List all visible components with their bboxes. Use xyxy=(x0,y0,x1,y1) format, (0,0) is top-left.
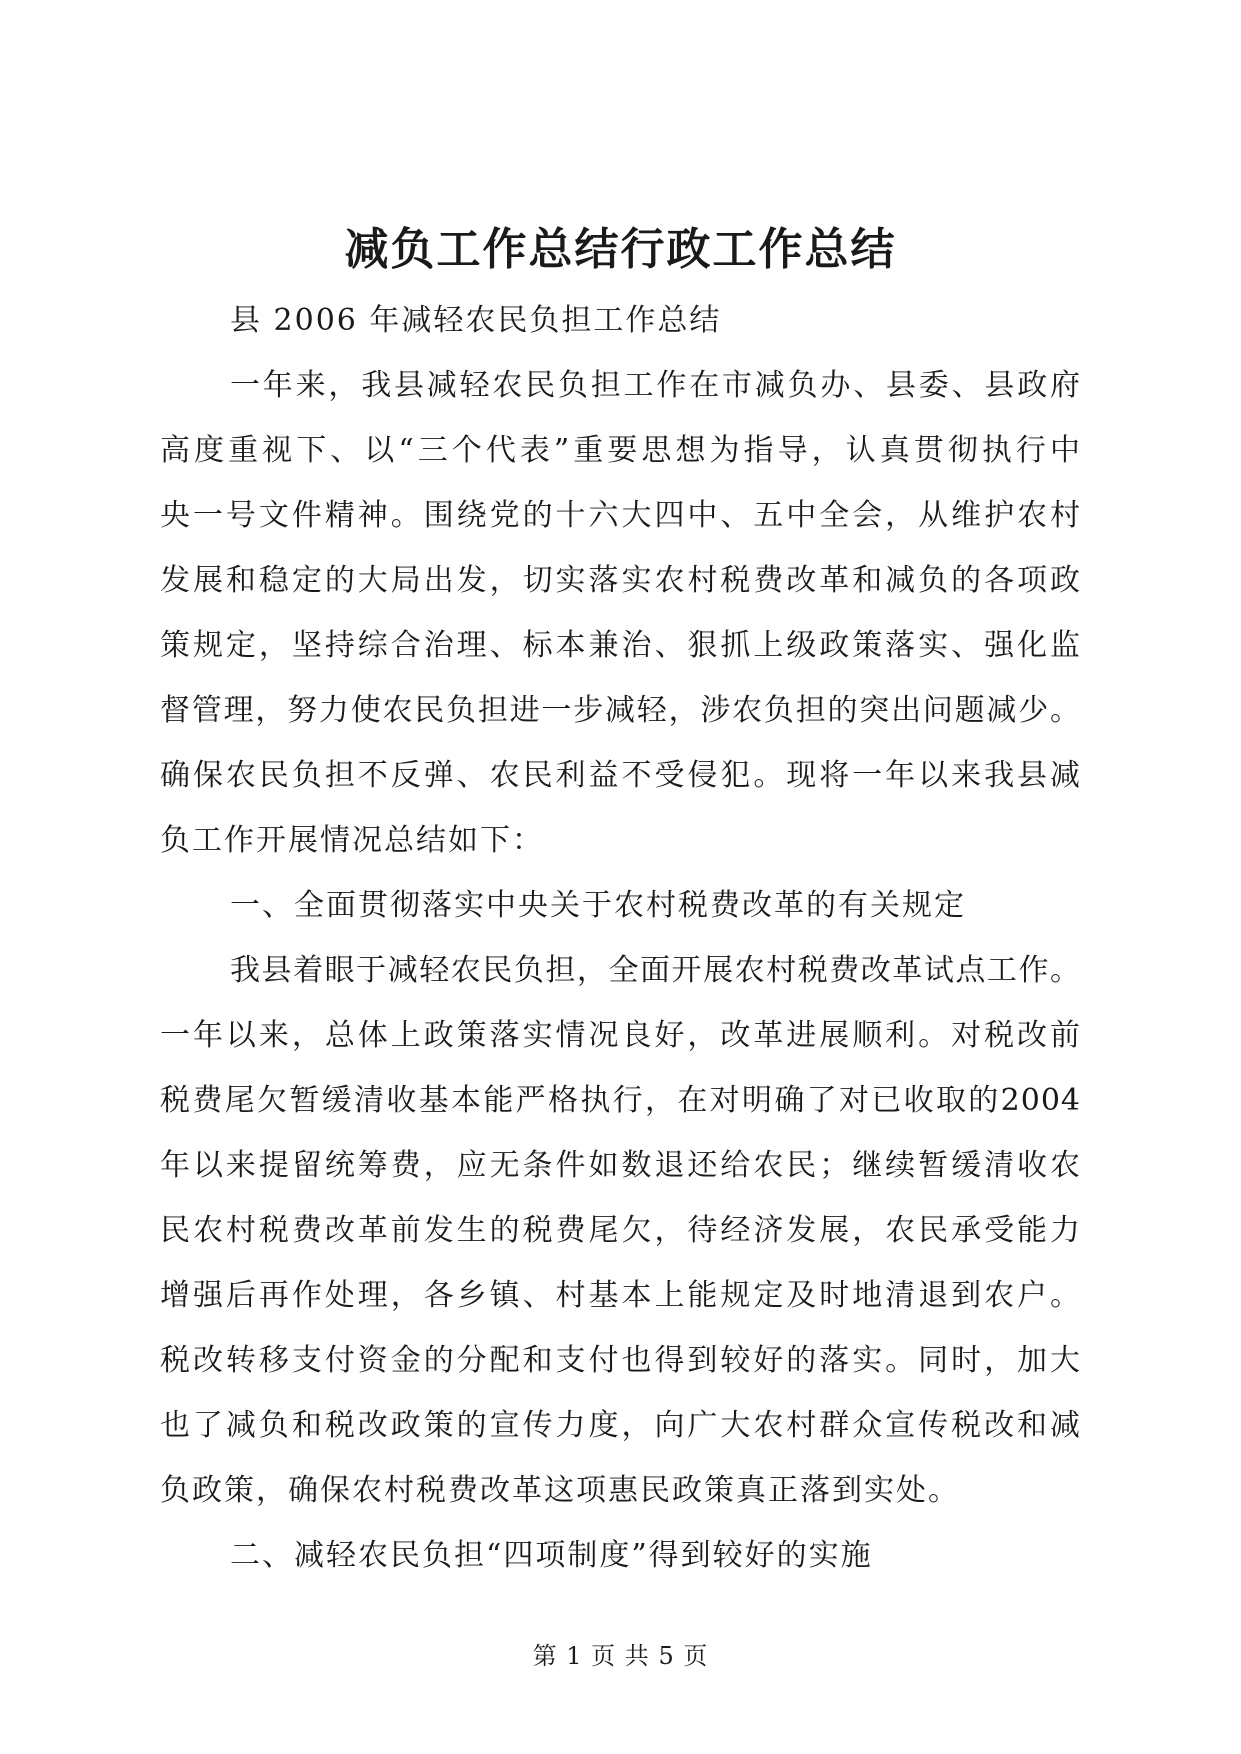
paragraph-line: 年以来提留统筹费，应无条件如数退还给农民；继续暂缓清收农 xyxy=(160,1148,1081,1183)
paragraph-line: 一年以来，总体上政策落实情况良好，改革进展顺利。对税改前 xyxy=(160,1018,1081,1053)
paragraph-line: 增强后再作处理，各乡镇、村基本上能规定及时地清退到农户。 xyxy=(160,1278,1081,1313)
paragraph-line: 县 2006 年减轻农民负担工作总结 xyxy=(230,303,722,338)
paragraph-line: 一年来，我县减轻农民负担工作在市减负办、县委、县政府 xyxy=(230,368,1081,403)
paragraph-line: 发展和稳定的大局出发，切实落实农村税费改革和减负的各项政 xyxy=(160,563,1081,598)
document-body xyxy=(160,288,1081,1588)
paragraph-line: 负工作开展情况总结如下： xyxy=(160,823,544,858)
paragraph-line: 高度重视下、以“三个代表”重要思想为指导，认真贯彻执行中 xyxy=(160,433,1081,468)
paragraph-line: 我县着眼于减轻农民负担，全面开展农村税费改革试点工作。 xyxy=(230,953,1081,988)
page-footer: 第 1 页 共 5 页 xyxy=(532,1642,709,1670)
section-heading: 二、减轻农民负担“四项制度”得到较好的实施 xyxy=(230,1538,873,1573)
paragraph-line: 督管理，努力使农民负担进一步减轻，涉农负担的突出问题减少。 xyxy=(160,693,1081,728)
paragraph-line: 负政策，确保农村税费改革这项惠民政策真正落到实处。 xyxy=(160,1473,960,1508)
section-heading: 一、全面贯彻落实中央关于农村税费改革的有关规定 xyxy=(230,888,966,923)
paragraph-line: 税费尾欠暂缓清收基本能严格执行，在对明确了对已收取的2004 xyxy=(160,1083,1081,1118)
paragraph-line: 央一号文件精神。围绕党的十六大四中、五中全会，从维护农村 xyxy=(160,498,1081,533)
paragraph-line: 税改转移支付资金的分配和支付也得到较好的落实。同时，加大 xyxy=(160,1343,1081,1378)
paragraph-line: 民农村税费改革前发生的税费尾欠，待经济发展，农民承受能力 xyxy=(160,1213,1081,1248)
paragraph-line: 确保农民负担不反弹、农民利益不受侵犯。现将一年以来我县减 xyxy=(160,758,1081,793)
paragraph-line: 策规定，坚持综合治理、标本兼治、狠抓上级政策落实、强化监 xyxy=(160,628,1081,663)
paragraph-line: 也了减负和税改政策的宣传力度，向广大农村群众宣传税改和减 xyxy=(160,1408,1081,1443)
document-title: 减负工作总结行政工作总结 xyxy=(344,224,897,275)
